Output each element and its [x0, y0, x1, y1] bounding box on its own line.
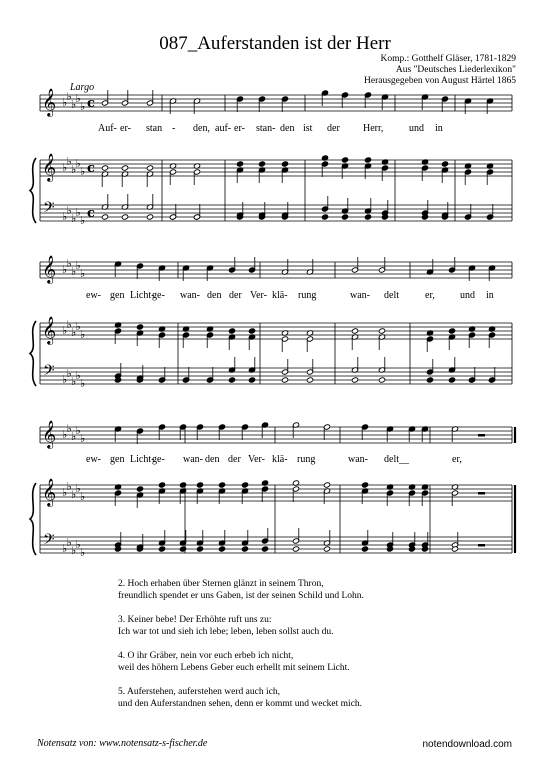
flat-sign-icon: ♭	[75, 538, 81, 551]
lyric-syllable: ist	[303, 123, 313, 134]
verse-line: Ich war tot und sieh ich lebe; leben, leben sollst auch du.	[118, 627, 334, 637]
lyric-syllable: der	[327, 123, 340, 134]
chord-note	[323, 482, 330, 488]
bass-note	[464, 214, 471, 220]
half-rest-icon	[478, 492, 485, 495]
verse-line: und den Auferstandnen sehen, denn er kommt und wecket mich.	[118, 699, 363, 709]
bass-note	[361, 546, 368, 552]
bass-note	[158, 546, 165, 552]
lyric-syllable: Ver-	[248, 454, 266, 465]
lyric-syllable: ew-	[86, 454, 101, 465]
common-time-icon: c	[87, 96, 95, 111]
verse-line: 3. Keiner bebe! Der Erhöhte ruft uns zu:	[118, 615, 272, 625]
bass-note	[248, 377, 255, 383]
bass-note	[182, 377, 189, 383]
flat-sign-icon: ♭	[80, 165, 86, 178]
chord-note	[378, 328, 385, 334]
brace-icon	[30, 321, 36, 386]
lyric-syllable: stan-	[256, 123, 276, 134]
lyric-syllable: auf-	[215, 123, 232, 134]
brace-icon	[30, 158, 36, 223]
lyric-syllable: den,	[193, 123, 210, 134]
lyric-syllable: er-	[234, 123, 245, 134]
lyric-syllable: er,	[452, 454, 462, 465]
verse-5	[118, 686, 364, 710]
chord-note	[121, 165, 128, 171]
bass-note	[488, 377, 495, 383]
flat-sign-icon: ♭	[75, 259, 81, 272]
lyric-syllable: -	[172, 123, 176, 134]
treble-clef-icon: 𝄞	[42, 420, 57, 448]
flat-sign-icon: ♭	[62, 161, 68, 174]
flat-sign-icon: ♭	[62, 428, 68, 441]
verse-4	[118, 650, 364, 674]
lyric-syllable: den	[207, 290, 222, 301]
lyric-syllable: gen	[110, 290, 125, 301]
chord-note	[351, 328, 358, 334]
bass-note	[261, 546, 268, 552]
chord-note	[179, 482, 186, 488]
chord-note	[146, 165, 153, 171]
bass-note	[448, 377, 455, 383]
lyric-syllable: gen	[110, 454, 125, 465]
bass-note	[193, 214, 200, 220]
bass-note	[196, 546, 203, 552]
verse-line: weil des höhern Lebens Geber euch erhellt mit seinem Licht.	[118, 663, 350, 673]
treble-clef-icon: 𝄞	[42, 88, 57, 116]
treble-clef-icon: 𝄞	[42, 478, 57, 506]
chord-note	[248, 328, 255, 334]
treble-clef-icon: 𝄞	[42, 316, 57, 344]
bass-note	[486, 214, 493, 220]
bass-note	[468, 377, 475, 383]
common-time-icon: c	[87, 206, 95, 221]
lyric-syllable: in	[486, 290, 494, 301]
chord-note	[101, 165, 108, 171]
flat-sign-icon: ♭	[62, 373, 68, 386]
brace-icon	[30, 483, 36, 555]
lyric-syllable: Auf-	[98, 123, 117, 134]
flat-sign-icon: ♭	[66, 367, 72, 380]
typesetter-credit: Notensatz von: www.notensatz-s-fischer.de	[37, 738, 208, 749]
flat-sign-icon: ♭	[80, 214, 86, 227]
chord-note	[364, 157, 371, 163]
verse-line: freundlich spendet er uns Gaben, ist der seinen Schild und Lohn.	[118, 591, 364, 601]
lyric-syllable: er,	[425, 290, 435, 301]
bass-note	[351, 377, 358, 383]
chord-note	[158, 482, 165, 488]
bass-note	[321, 214, 328, 220]
source-credit: Aus "Deutsches Liederlexikon"	[395, 65, 516, 75]
lyric-syllable: den	[205, 454, 220, 465]
common-time-icon: c	[87, 161, 95, 176]
lyric-syllable: delt	[384, 290, 399, 301]
chord-note	[236, 161, 243, 167]
chord-note	[281, 161, 288, 167]
bass-clef-icon: 𝄢	[43, 362, 55, 383]
flat-sign-icon: ♭	[62, 210, 68, 223]
lyric-syllable: delt__	[384, 454, 409, 465]
flat-sign-icon: ♭	[71, 265, 77, 278]
flat-sign-icon: ♭	[66, 155, 72, 168]
flat-sign-icon: ♭	[80, 328, 86, 341]
bass-note	[426, 377, 433, 383]
chord-note	[136, 486, 143, 492]
lyric-syllable: und	[460, 290, 475, 301]
site-watermark: notendownload.com	[422, 739, 512, 750]
flat-sign-icon: ♭	[66, 536, 72, 549]
flat-sign-icon: ♭	[62, 96, 68, 109]
lyric-syllable: Licht-	[130, 290, 155, 301]
flat-sign-icon: ♭	[66, 318, 72, 331]
flat-sign-icon: ♭	[62, 542, 68, 555]
lyric-syllable: rung	[297, 454, 316, 465]
bass-note	[306, 377, 313, 383]
verses	[118, 578, 364, 722]
flat-sign-icon: ♭	[66, 204, 72, 217]
lyric-syllable: Licht-	[130, 454, 155, 465]
verse-line: 4. O ihr Gräber, nein vor euch erbeb ich nicht,	[118, 651, 294, 661]
chord-note	[441, 161, 448, 167]
tempo-marking: Largo	[70, 82, 95, 93]
bass-note	[378, 377, 385, 383]
chord-note	[448, 328, 455, 334]
chord-note	[258, 161, 265, 167]
lyric-syllable: rung	[298, 290, 317, 301]
flat-sign-icon: ♭	[71, 430, 77, 443]
flat-sign-icon: ♭	[80, 267, 86, 280]
editor-credit: Herausgegeben von August Härtel 1865	[364, 76, 516, 86]
bass-note	[281, 377, 288, 383]
flat-sign-icon: ♭	[71, 544, 77, 557]
lyric-syllable: ge-	[152, 454, 165, 465]
lyric-syllable: wan-	[183, 454, 203, 465]
flat-sign-icon: ♭	[80, 546, 86, 559]
half-rest-icon	[478, 544, 485, 547]
half-rest-icon	[478, 434, 485, 437]
lyric-syllable: ew-	[86, 290, 101, 301]
verse-line: 5. Auferstehen, auferstehen werd auch ich,	[118, 687, 280, 697]
chord-note	[228, 328, 235, 334]
lyric-syllable: und	[409, 123, 424, 134]
bass-note	[218, 546, 225, 552]
chord-note	[196, 482, 203, 488]
flat-sign-icon: ♭	[62, 324, 68, 337]
flat-sign-icon: ♭	[66, 257, 72, 270]
lyric-syllable: Herr,	[363, 123, 384, 134]
flat-sign-icon: ♭	[80, 100, 86, 113]
lyric-syllable: in	[435, 123, 443, 134]
chord-note	[341, 157, 348, 163]
chord-note	[136, 324, 143, 330]
chord-note	[361, 482, 368, 488]
chord-note	[218, 482, 225, 488]
flat-sign-icon: ♭	[80, 490, 86, 503]
flat-sign-icon: ♭	[71, 375, 77, 388]
flat-sign-icon: ♭	[75, 369, 81, 382]
bass-note	[228, 377, 235, 383]
flat-sign-icon: ♭	[80, 432, 86, 445]
treble-clef-icon: 𝄞	[42, 255, 57, 283]
flat-sign-icon: ♭	[71, 488, 77, 501]
flat-sign-icon: ♭	[75, 424, 81, 437]
bass-note	[292, 546, 299, 552]
treble-clef-icon: 𝄞	[42, 153, 57, 181]
flat-sign-icon: ♭	[80, 377, 86, 390]
bass-note	[158, 377, 165, 383]
lyric-syllable: klä-	[272, 290, 288, 301]
lyric-syllable: der	[229, 290, 242, 301]
lyric-syllable: er-	[120, 123, 131, 134]
bass-clef-icon: 𝄢	[43, 531, 55, 552]
flat-sign-icon: ♭	[75, 482, 81, 495]
lyric-syllable: den	[280, 123, 295, 134]
lyric-syllable: wan-	[350, 290, 370, 301]
flat-sign-icon: ♭	[71, 326, 77, 339]
bass-clef-icon: 𝄢	[43, 199, 55, 220]
flat-sign-icon: ♭	[71, 212, 77, 225]
bass-note	[206, 377, 213, 383]
lyric-syllable: klä-	[272, 454, 288, 465]
bass-note	[364, 214, 371, 220]
flat-sign-icon: ♭	[66, 422, 72, 435]
flat-sign-icon: ♭	[71, 163, 77, 176]
lyric-syllable: stan	[146, 123, 163, 134]
bass-note	[101, 214, 108, 220]
bass-note	[323, 546, 330, 552]
flat-sign-icon: ♭	[71, 98, 77, 111]
bass-note	[146, 214, 153, 220]
composer-credit: Komp.: Gotthelf Gläser, 1781-1829	[380, 54, 516, 64]
lyric-syllable: wan-	[180, 290, 200, 301]
flat-sign-icon: ♭	[75, 92, 81, 105]
bass-note	[241, 546, 248, 552]
lyric-syllable: der	[228, 454, 241, 465]
bass-note	[121, 214, 128, 220]
flat-sign-icon: ♭	[66, 480, 72, 493]
flat-sign-icon: ♭	[66, 90, 72, 103]
lyric-syllable: ge-	[152, 290, 165, 301]
flat-sign-icon: ♭	[62, 486, 68, 499]
flat-sign-icon: ♭	[75, 320, 81, 333]
bass-note	[179, 546, 186, 552]
chord-note	[241, 482, 248, 488]
verse-3	[118, 614, 364, 638]
flat-sign-icon: ♭	[75, 157, 81, 170]
flat-sign-icon: ♭	[62, 263, 68, 276]
page-title: 087_Auferstanden ist der Herr	[159, 33, 391, 54]
lyric-syllable: Ver-	[250, 290, 268, 301]
bass-note	[341, 214, 348, 220]
lyric-syllable: wan-	[348, 454, 368, 465]
verse-line: 2. Hoch erhaben über Sternen glänzt in seinem Thron,	[118, 579, 324, 589]
bass-note	[169, 214, 176, 220]
flat-sign-icon: ♭	[75, 206, 81, 219]
verse-2	[118, 578, 364, 602]
